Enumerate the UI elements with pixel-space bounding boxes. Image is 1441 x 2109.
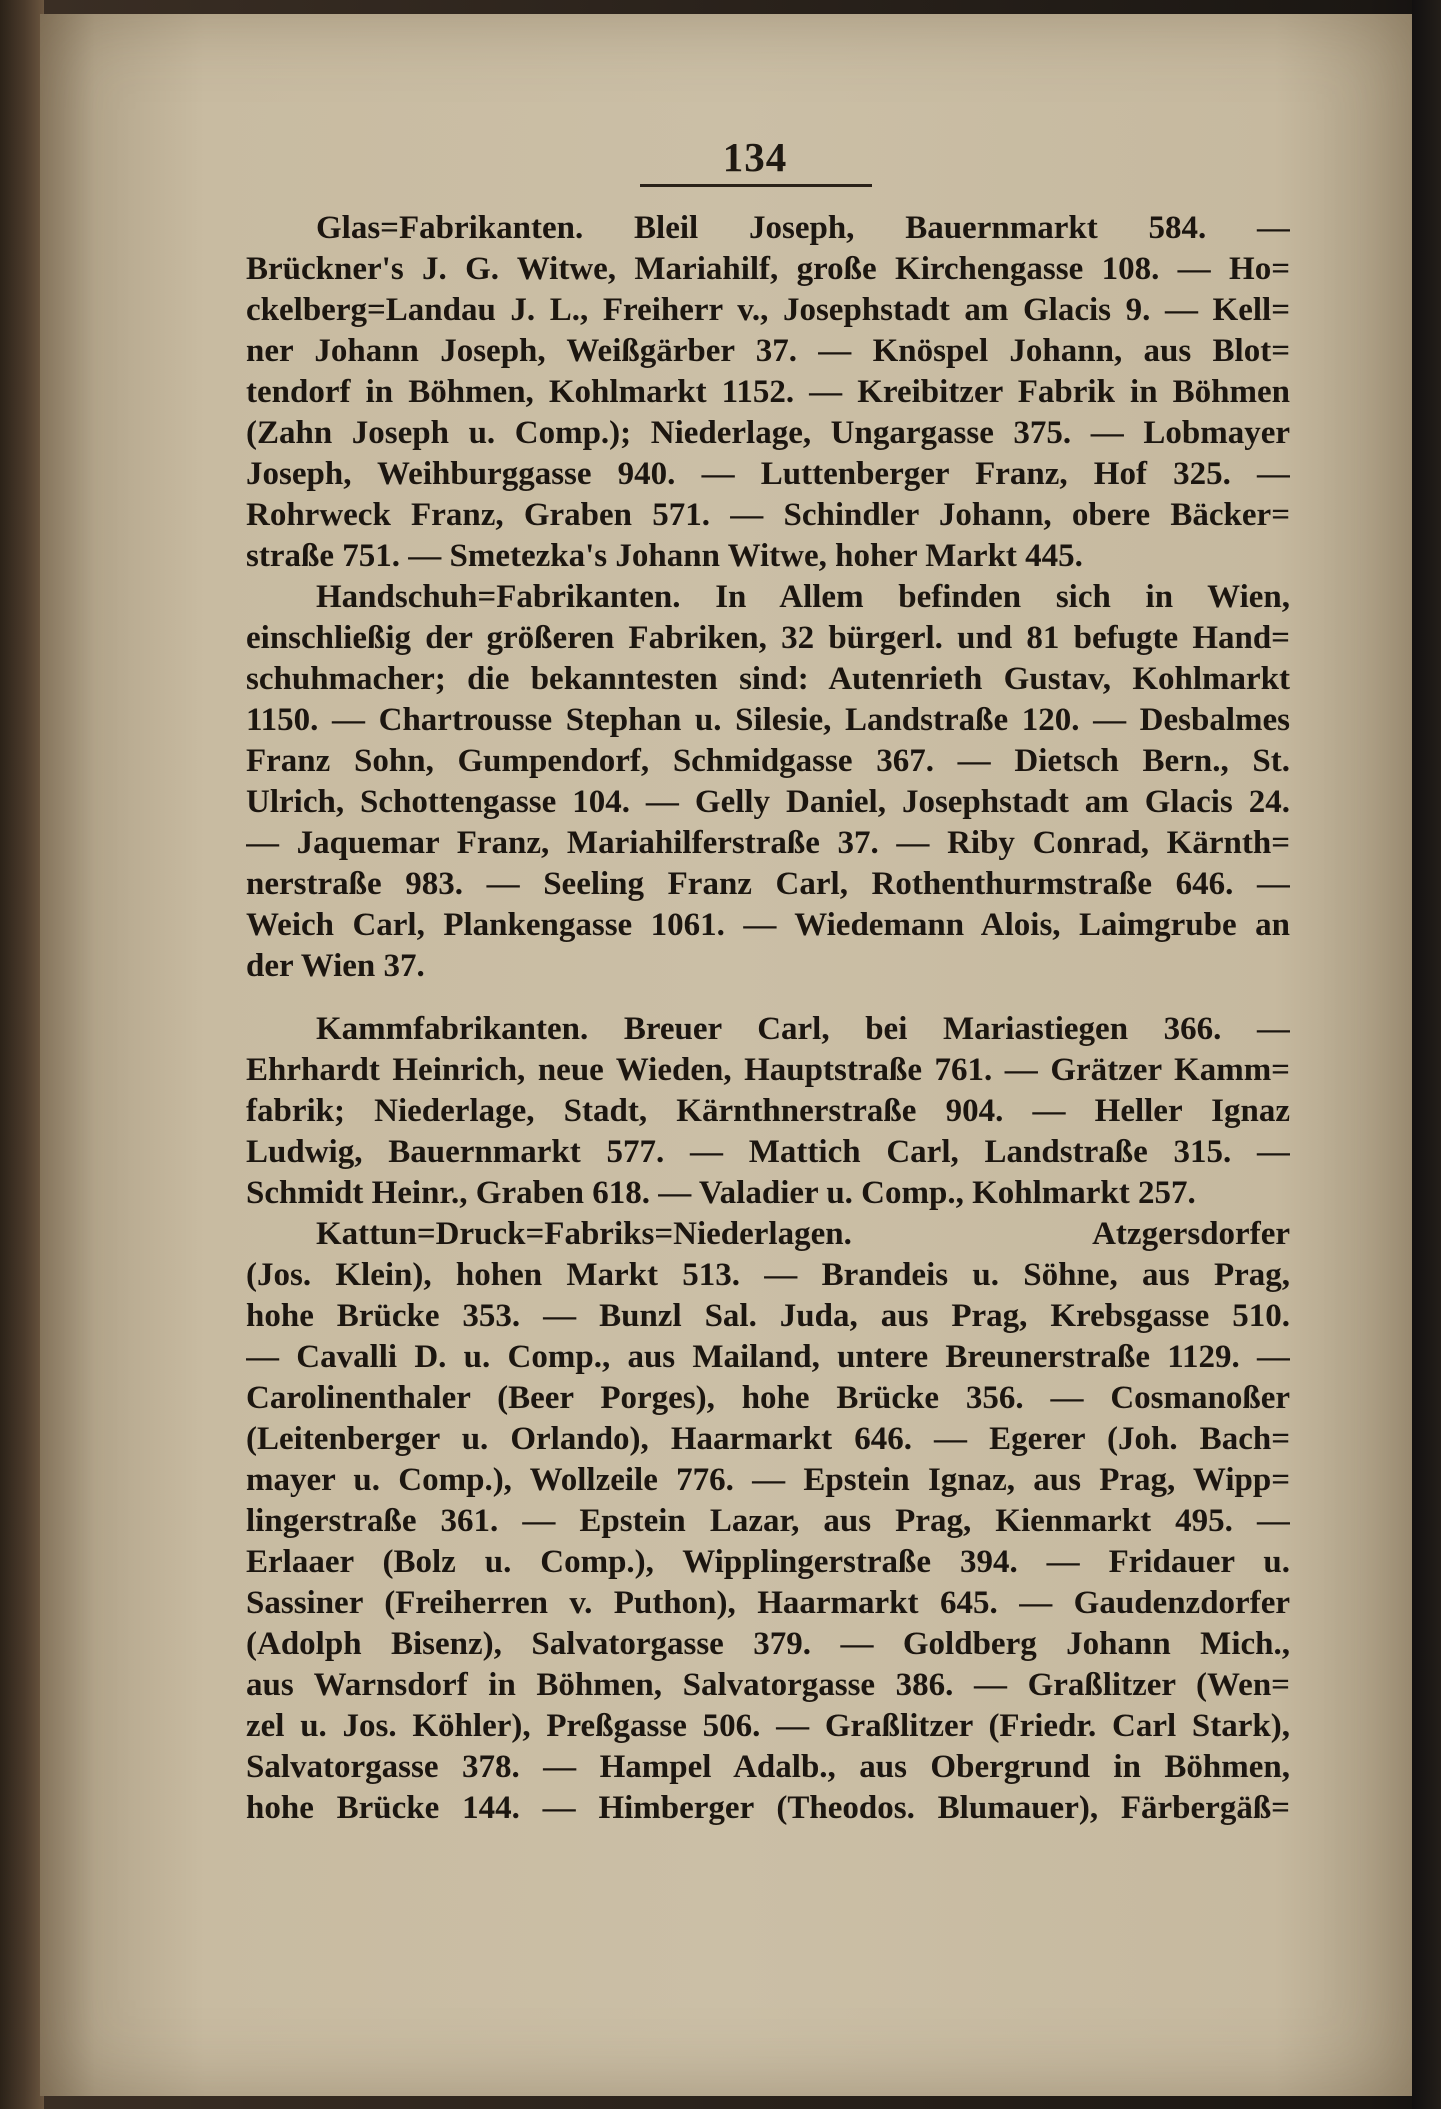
text-line: Erlaaer (Bolz u. Comp.), Wipplingerstraße 394. — Fridauer u. <box>246 1544 1290 1580</box>
text-line: Schmidt Heinr., Graben 618. — Valadier u. Comp., Kohlmarkt 257. <box>246 1175 1196 1211</box>
page-number-rule <box>640 184 872 187</box>
text-line: Sassiner (Freiherren v. Puthon), Haarmarkt 645. — Gaudenzdorfer <box>246 1585 1290 1621</box>
text-line: lingerstraße 361. — Epstein Lazar, aus Prag, Kienmarkt 495. — <box>246 1503 1290 1539</box>
text-line: Carolinenthaler (Beer Porges), hohe Brücke 356. — Cosmanoßer <box>246 1380 1290 1416</box>
text-line: — Jaquemar Franz, Mariahilferstraße 37. — Riby Conrad, Kärnth= <box>246 825 1290 861</box>
text-line: ner Johann Joseph, Weißgärber 37. — Knöspel Johann, aus Blot= <box>246 333 1290 369</box>
text-line: — Cavalli D. u. Comp., aus Mailand, untere Breunerstraße 1129. — <box>246 1339 1290 1375</box>
text-line: zel u. Jos. Köhler), Preßgasse 506. — Graßlitzer (Friedr. Carl Stark), <box>246 1708 1290 1744</box>
text-line: Kattun=Druck=Fabriks=Niederlagen. Atzgersdorfer <box>316 1216 1290 1252</box>
text-line: fabrik; Niederlage, Stadt, Kärnthnerstraße 904. — Heller Ignaz <box>246 1093 1290 1129</box>
text-line: Rohrweck Franz, Graben 571. — Schindler Johann, obere Bäcker= <box>246 497 1290 533</box>
text-line: Ulrich, Schottengasse 104. — Gelly Daniel, Josephstadt am Glacis 24. <box>246 784 1290 820</box>
text-line: Ludwig, Bauernmarkt 577. — Mattich Carl, Landstraße 315. — <box>246 1134 1290 1170</box>
text-line: Salvatorgasse 378. — Hampel Adalb., aus Obergrund in Böhmen, <box>246 1749 1290 1785</box>
left-page-edge <box>0 0 44 2109</box>
text-line: 1150. — Chartrousse Stephan u. Silesie, Landstraße 120. — Desbalmes <box>246 702 1290 738</box>
text-line: Joseph, Weihburggasse 940. — Luttenberger Franz, Hof 325. — <box>246 456 1290 492</box>
text-line: aus Warnsdorf in Böhmen, Salvatorgasse 386. — Graßlitzer (Wen= <box>246 1667 1290 1703</box>
text-line: Weich Carl, Plankengasse 1061. — Wiedemann Alois, Laimgrube an <box>246 907 1290 943</box>
text-line: (Zahn Joseph u. Comp.); Niederlage, Ungargasse 375. — Lobmayer <box>246 415 1290 451</box>
text-line: hohe Brücke 144. — Himberger (Theodos. Blumauer), Färbergäß= <box>246 1790 1290 1826</box>
text-line: Ehrhardt Heinrich, neue Wieden, Hauptstraße 761. — Grätzer Kamm= <box>246 1052 1290 1088</box>
text-line: Brückner's J. G. Witwe, Mariahilf, große Kirchengasse 108. — Ho= <box>246 251 1290 287</box>
text-line: Kammfabrikanten. Breuer Carl, bei Mariastiegen 366. — <box>316 1011 1290 1047</box>
text-line: der Wien 37. <box>246 948 425 984</box>
text-line: Handschuh=Fabrikanten. In Allem befinden sich in Wien, <box>316 579 1290 615</box>
text-line: einschließig der größeren Fabriken, 32 bürgerl. und 81 befugte Hand= <box>246 620 1290 656</box>
text-line: (Leitenberger u. Orlando), Haarmarkt 646. — Egerer (Joh. Bach= <box>246 1421 1290 1457</box>
text-line: tendorf in Böhmen, Kohlmarkt 1152. — Kreibitzer Fabrik in Böhmen <box>246 374 1290 410</box>
text-line: (Jos. Klein), hohen Markt 513. — Brandeis u. Söhne, aus Prag, <box>246 1257 1290 1293</box>
text-line: (Adolph Bisenz), Salvatorgasse 379. — Goldberg Johann Mich., <box>246 1626 1290 1662</box>
text-line: schuhmacher; die bekanntesten sind: Autenrieth Gustav, Kohlmarkt <box>246 661 1290 697</box>
text-line: Glas=Fabrikanten. Bleil Joseph, Bauernmarkt 584. — <box>316 210 1290 246</box>
text-line: nerstraße 983. — Seeling Franz Carl, Rothenthurmstraße 646. — <box>246 866 1290 902</box>
text-line: ckelberg=Landau J. L., Freiherr v., Josephstadt am Glacis 9. — Kell= <box>246 292 1290 328</box>
text-line: Franz Sohn, Gumpendorf, Schmidgasse 367. — Dietsch Bern., St. <box>246 743 1290 779</box>
text-line: mayer u. Comp.), Wollzeile 776. — Epstein Ignaz, aus Prag, Wipp= <box>246 1462 1290 1498</box>
page-number: 134 <box>722 134 788 180</box>
text-line: straße 751. — Smetezka's Johann Witwe, hoher Markt 445. <box>246 538 1083 574</box>
text-line: hohe Brücke 353. — Bunzl Sal. Juda, aus Prag, Krebsgasse 510. <box>246 1298 1290 1334</box>
right-book-edge <box>1412 0 1441 2109</box>
